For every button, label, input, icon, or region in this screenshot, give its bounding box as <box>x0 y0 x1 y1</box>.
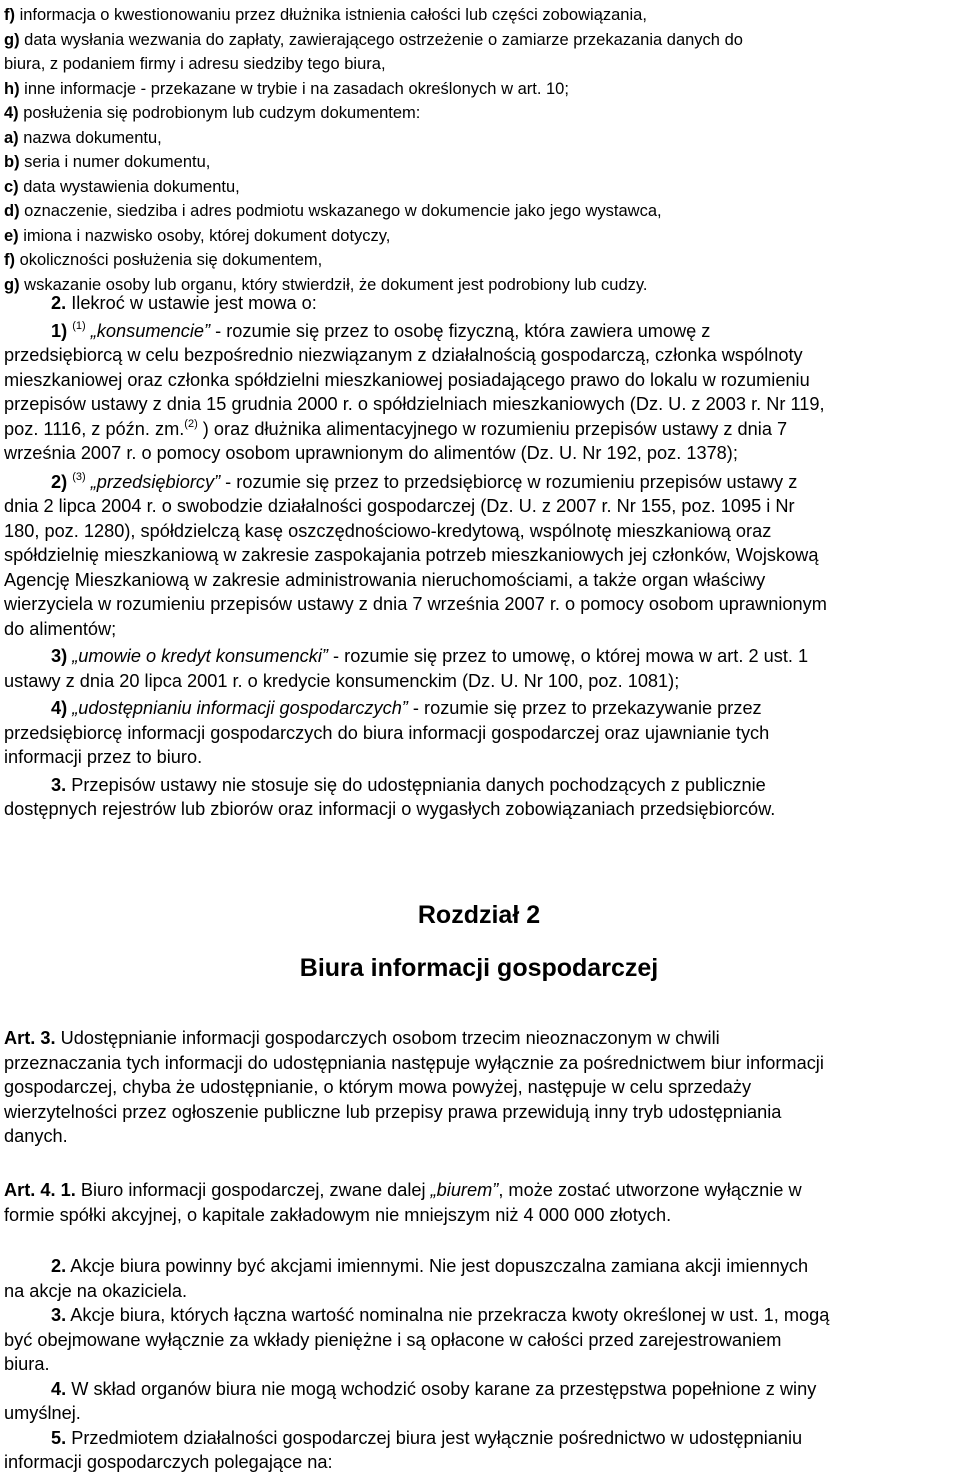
list-item: d) oznaczenie, siedziba i adres podmiotu wskazanego w dokumencie jako jego wystawca, <box>4 202 662 220</box>
chapter-heading <box>4 900 954 983</box>
list-item: a) nazwa dokumentu, <box>4 128 162 147</box>
list-item: f) okoliczności posłużenia się dokumentem, <box>4 251 323 269</box>
section-3: 3. Przepisów ustawy nie stosuje się do udostępniania danych pochodzących z publicznie <box>51 774 766 795</box>
definitions-section: 2. Ilekroć w ustawie jest mowa o: 1) $^{(1)}$ „konsumencie” - rozumie się przez to osobę fizyczną, która zawiera umowę z przedsiębiorcą w celu bezpośrednio niezwiązanym z działalnością gospodarczą, członka wspólnoty mieszkaniowej oraz członka spółdzielni mieszkaniowej posiadającego prawo do lokalu w rozumieniu przepisów ustawy z dnia 15 grudnia 2000 r. o spółdzielniach mieszkaniowych (Dz. U. z 2003 r. Nr 119, poz. 1116, z późn. zm.$^{(2)}$ ) oraz dłużnika alimentacyjnego w rozumieniu przepisów ustawy z dnia 7 września 2007 r. o pomocy osobom uprawnionym do alimentów (Dz. U. Nr 192, poz. 1378); 2) $^{(3)}$ „przedsiębiorcy” - rozumie się przez to przedsiębiorcę w rozumieniu przepisów ustawy z dnia 2 lipca 2004 r. o swobodzie działalności gospodarczej (Dz. U. z 2007 r. Nr 155, poz. 1095 i Nr 180, poz. 1280), spółdzielczą kasę oszczędnościowo-kredytową, wspólnotę mieszkaniową oraz spółdzielnię mieszkaniową w zakresie zaspokajania potrzeb mieszkaniowych jej członków, Wojskową Agencję Mieszkaniową w zakresie administrowania nieruchomościami, a także organ właściwy wierzyciela w rozumieniu przepisów ustawy z dnia 7 września 2007 r. o pomocy osobom uprawnionym do alimentów; 3) „umowie o kredyt konsumencki” - rozumie się przez to umowę, o której mowa w art. 2 ust. 1 ustawy z dnia 20 lipca 2001 r. o kredycie konsumenckim (Dz. U. Nr 100, poz. 1081); 4) „udostępnianiu informacji gospodarczych” - rozumie się przez to przekazywanie przez przedsiębiorcę informacji gospodarczych do biura informacji gospodarczej oraz ujawnianie tych informacji przez to biuro. 3. Przepisów ustawy nie stosuje się do udostępniania danych pochodzących z publicznie dostępnych rejestrów lub zbiorów oraz informacji o wygasłych zobowiązaniach przedsiębiorców. <box>4 293 827 819</box>
section-intro: 2. Ilekroć w ustawie jest mowa o: <box>51 293 317 313</box>
list-item: e) imiona i nazwisko osoby, której dokument dotyczy, <box>4 226 391 245</box>
article-3: Art. 3. Udostępnianie informacji gospodarczych osobom trzecim nieoznaczonym w chwili przeznaczania tych informacji do udostępniania następuje wyłącznie za pośrednictwem biur informacji gospodarczej, chyba że udostępnianie, o którym mowa powyżej, następuje w celu sprzedaży wierzytelności przez ogłoszenie publiczne lub przepisy prawa przewidują inny tryb udostępniania danych. <box>4 1028 824 1146</box>
list-item: b) seria i numer dokumentu, <box>4 153 211 171</box>
list-item-continuation: biura, z podaniem firmy i adresu siedziby tego biura, <box>4 55 386 73</box>
list-item: h) inne informacje - przekazane w trybie i na zasadach określonych w art. 10; <box>4 79 569 98</box>
chapter-title: Biura informacji gospodarczej <box>299 954 659 982</box>
list-item: f) informacja o kwestionowaniu przez dłużnika istnienia całości lub części zobowiązania, <box>4 6 647 24</box>
list-item: g) wskazanie osoby lub organu, który stwierdził, że dokument jest podrobiony lub cudzy. <box>4 275 648 294</box>
top-list <box>4 3 743 297</box>
chapter-number: Rozdział 2 <box>417 901 541 929</box>
definition-item: 3) „umowie o kredyt konsumencki” - rozumie się przez to umowę, o której mowa w art. 2 ust. 1 <box>51 646 809 666</box>
definition-item: 2) $^{(3)}$ „przedsiębiorcy” - rozumie się przez to przedsiębiorcę w rozumieniu przepisów ustawy z <box>51 470 798 492</box>
list-item: 4) posłużenia się podrobionym lub cudzym dokumentem: <box>4 104 421 122</box>
list-item: g) data wysłania wezwania do zapłaty, zawierającego ostrzeżenie o zamiarze przekazania danych do <box>4 30 743 49</box>
article-4: Art. 4. 1. Biuro informacji gospodarczej, zwane dalej „biurem”, może zostać utworzone wyłącznie w formie spółki akcyjnej, o kapitale zakładowym nie mniejszym niż 4 000 000 złotych. 2. Akcje biura powinny być akcjami imiennymi. Nie jest dopuszczalna zamiana akcji imiennych na akcje na okaziciela. 3. Akcje biura, których łączna wartość nominalna nie przekracza kwoty określonej w ust. 1, mogą być obejmowane wyłącznie za wkłady pieniężne i są opłacone w całości przed zarejestrowaniem biura. 4. W skład organów biura nie mogą wchodzić osoby karane za przestępstwa popełnione z winy umyślnej. 5. Przedmiotem działalności gospodarczej biura jest wyłącznie pośrednictwo w udostępnianiu informacji gospodarczych polegające na: <box>4 1180 830 1472</box>
paragraph: 3. Akcje biura, których łączna wartość nominalna nie przekracza kwoty określonej w ust. 1, mogą <box>51 1305 830 1325</box>
paragraph: 5. Przedmiotem działalności gospodarczej biura jest wyłącznie pośrednictwo w udostępnianiu <box>51 1427 803 1448</box>
list-item: c) data wystawienia dokumentu, <box>4 177 240 196</box>
paragraph: 2. Akcje biura powinny być akcjami imiennymi. Nie jest dopuszczalna zamiana akcji imiennych <box>51 1256 809 1276</box>
definition-item: 4) „udostępnianiu informacji gospodarczych” - rozumie się przez to przekazywanie przez <box>51 698 762 718</box>
definition-item: 1) $^{(1)}$ „konsumencie” - rozumie się przez to osobę fizyczną, która zawiera umowę z <box>51 319 711 341</box>
paragraph: 4. W skład organów biura nie mogą wchodzić osoby karane za przestępstwa popełnione z winy <box>51 1378 817 1399</box>
